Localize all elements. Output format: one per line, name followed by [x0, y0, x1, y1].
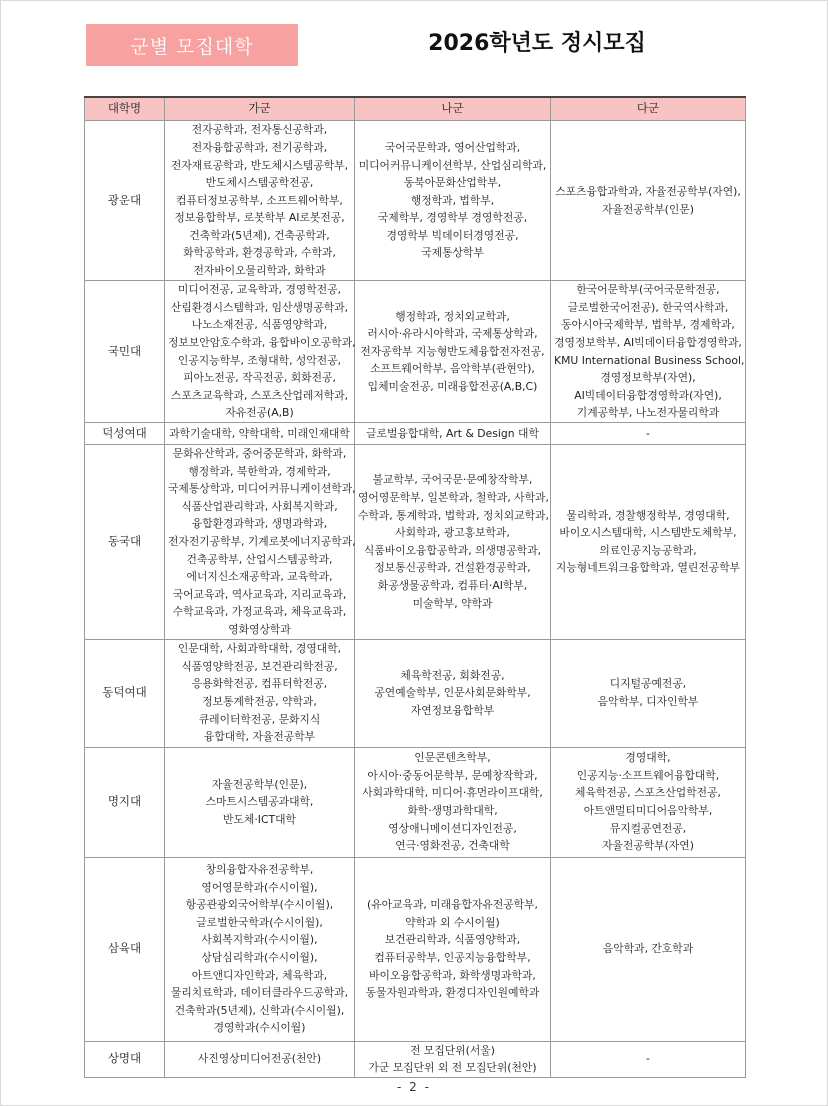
cell-da: [551, 445, 746, 640]
university-name: 광운대: [85, 121, 165, 281]
table-header-row: [85, 97, 746, 121]
university-name: 상명대: [85, 1041, 165, 1077]
cell-line: 자율전공학부(인문): [602, 202, 694, 216]
document-title: 2026학년도 정시모집: [428, 31, 646, 56]
cell-line: 영화영상학과: [228, 622, 291, 636]
cell-line: 미술학부, 약학과: [412, 596, 493, 610]
cell-line: 반도체시스템공학전공,: [205, 176, 314, 190]
cell-ga: [165, 857, 355, 1041]
cell-line: 화학·생명과학대학,: [407, 804, 498, 818]
cell-da: [551, 639, 746, 747]
cell-line: 국제학부, 경영학부 경영학전공,: [377, 211, 528, 225]
cell-line: 화공생물공학과, 컴퓨터·AI학부,: [377, 578, 528, 592]
cell-line: (유아교육과, 미래융합자유전공학부,: [367, 898, 538, 912]
cell-line: 아트앤디자인학과, 체육학과,: [191, 968, 328, 982]
cell-line: AI빅데이터융합경영학과(자연),: [574, 388, 722, 402]
cell-line: 응용화학전공, 컴퓨터학전공,: [191, 677, 328, 691]
cell-line: 국어국문학과, 영어산업학과,: [384, 140, 521, 154]
cell-line: 경영학부 빅데이터경영전공,: [386, 228, 519, 242]
cell-line: 융합대학, 자율전공학부: [203, 730, 316, 744]
cell-line: 인문콘텐츠학부,: [414, 751, 491, 765]
cell-line: 화학공학과, 환경공학과, 수학과,: [183, 246, 336, 260]
cell-line: KMU International Business School,: [554, 353, 745, 367]
cell-da: [551, 1041, 746, 1077]
cell-ga: [165, 281, 355, 423]
cell-line: 동아시아국제학부, 법학부, 경제학과,: [561, 318, 735, 332]
cell-line: 약학과 외 수시이월): [405, 915, 500, 929]
university-name: 국민대: [85, 281, 165, 423]
university-name: 덕성여대: [85, 423, 165, 445]
cell-line: 러시아·유라시아학과, 국제통상학과,: [367, 327, 538, 341]
cell-line: 불교학부, 국어국문·문예창작학부,: [372, 473, 533, 487]
cell-line: 전자전기공학부, 기계로봇에너지공학과,: [168, 534, 356, 548]
cell-line: 건축공학부, 산업시스템공학과,: [186, 552, 333, 566]
cell-line: 큐레이터학전공, 문화지식: [198, 712, 321, 726]
cell-line: 전자재료공학과, 반도체시스템공학부,: [170, 158, 349, 172]
cell-line: 식품산업관리학과, 사회복지학과,: [181, 499, 338, 513]
column-header-ga: 가군: [165, 97, 355, 121]
cell-ga: [165, 1041, 355, 1077]
table-row: [85, 857, 746, 1041]
table-row: [85, 639, 746, 747]
cell-na: [355, 281, 551, 423]
cell-line: 국제통상학부: [421, 246, 484, 260]
cell-line: 공연예술학부, 인문사회문화학부,: [374, 686, 531, 700]
cell-na: [355, 857, 551, 1041]
cell-line: 물리치료학과, 데이터클라우드공학과,: [170, 986, 349, 1000]
cell-line: 컴퓨터공학부, 인공지능융합학부,: [374, 951, 531, 965]
cell-line: 국어교육과, 역사교육과, 지리교육과,: [172, 587, 347, 601]
cell-line: 항공관광외국어학부(수시이월),: [185, 898, 334, 912]
cell-line: 보건관리학과, 식품영양학과,: [384, 933, 521, 947]
table-row: [85, 445, 746, 640]
cell-line: 의료인공지능공학과,: [599, 543, 697, 557]
cell-line: 사회학과, 광고홍보학과,: [395, 526, 510, 540]
cell-line: 입체미술전공, 미래융합전공(A,B,C): [367, 379, 538, 393]
cell-line: 정보보안암호수학과, 융합바이오공학과,: [168, 335, 356, 349]
cell-line: -: [646, 426, 650, 440]
cell-line: 자율전공학부(자연): [602, 839, 694, 853]
cell-line: 반도체·ICT대학: [223, 812, 296, 826]
cell-line: 행정학과, 법학부,: [410, 193, 495, 207]
cell-line: 건축학과(5년제), 신학과(수시이월),: [174, 1003, 345, 1017]
cell-line: 경영정보학부(자연),: [600, 371, 696, 385]
cell-da: [551, 423, 746, 445]
cell-line: 자유전공(A,B): [225, 406, 294, 420]
cell-line: 과학기술대학, 약학대학, 미래인재대학: [169, 426, 350, 440]
table-row: [85, 121, 746, 281]
cell-line: 연극·영화전공, 건축대학: [395, 839, 510, 853]
cell-line: 인문대학, 사회과학대학, 경영대학,: [177, 642, 342, 656]
cell-ga: [165, 121, 355, 281]
cell-line: 정보통계학전공, 약학과,: [202, 695, 317, 709]
university-name: 명지대: [85, 747, 165, 857]
cell-da: [551, 857, 746, 1041]
cell-line: 건축학과(5년제), 건축공학과,: [189, 228, 330, 242]
admission-table: [84, 96, 746, 1078]
cell-line: 아시아·중동어문학부, 문예창작학과,: [367, 768, 538, 782]
table-row: [85, 281, 746, 423]
cell-line: 사회복지학과(수시이월),: [201, 933, 318, 947]
cell-line: 뮤지컬공연전공,: [609, 821, 687, 835]
cell-na: [355, 639, 551, 747]
cell-line: 글로벌한국학과(수시이월),: [196, 915, 323, 929]
university-name: 삼육대: [85, 857, 165, 1041]
cell-line: 아트앤멀티미디어음악학부,: [583, 804, 713, 818]
cell-line: 행정학과, 정치외교학과,: [395, 309, 510, 323]
cell-line: 한국어문학부(국어국문학전공,: [576, 283, 720, 297]
cell-line: 체육학전공, 회화전공,: [400, 668, 505, 682]
section-badge: [86, 24, 298, 66]
cell-ga: [165, 445, 355, 640]
cell-line: 스포츠교육학과, 스포츠산업레저학과,: [170, 388, 349, 402]
cell-line: 가군 모집단위 외 전 모집단위(천안): [368, 1061, 537, 1075]
cell-na: [355, 1041, 551, 1077]
cell-line: 인공지능학부, 조형대학, 성악전공,: [177, 353, 342, 367]
cell-da: [551, 747, 746, 857]
cell-line: 디지털공예전공,: [609, 677, 687, 691]
cell-line: 글로벌한국어전공), 한국역사학과,: [567, 300, 729, 314]
cell-na: [355, 423, 551, 445]
cell-line: 경영학과(수시이월): [213, 1021, 306, 1035]
cell-da: [551, 281, 746, 423]
cell-line: 피아노전공, 작곡전공, 회화전공,: [183, 371, 336, 385]
university-name: 동국대: [85, 445, 165, 640]
cell-line: 수학과, 통계학과, 법학과, 정치외교학과,: [358, 508, 549, 522]
cell-line: 행정학과, 북한학과, 경제학과,: [188, 464, 331, 478]
cell-line: 바이오융합공학과, 화학생명과학과,: [369, 968, 536, 982]
cell-line: 사회과학대학, 미디어·휴먼라이프대학,: [362, 786, 543, 800]
cell-line: 식품바이오융합공학과, 의생명공학과,: [363, 543, 542, 557]
cell-na: [355, 121, 551, 281]
cell-line: 스포츠융합과학과, 자율전공학부(자연),: [555, 184, 741, 198]
cell-da: [551, 121, 746, 281]
cell-ga: [165, 423, 355, 445]
cell-line: 지능형네트워크융합학과, 열린전공학부: [555, 561, 741, 575]
cell-na: [355, 747, 551, 857]
cell-line: 나노소재전공, 식품영양학과,: [191, 318, 328, 332]
cell-line: 바이오시스템대학, 시스템반도체학부,: [559, 526, 737, 540]
column-header-na: 나군: [355, 97, 551, 121]
cell-line: 물리학과, 경찰행정학부, 경영대학,: [566, 508, 730, 522]
cell-line: 인공지능·소프트웨어융합대학,: [576, 768, 720, 782]
cell-line: 상담심리학과(수시이월),: [201, 951, 318, 965]
cell-line: 동북아문화산업학부,: [403, 176, 502, 190]
table-body: [85, 121, 746, 1078]
cell-line: 정보융합학부, 로봇학부 AI로봇전공,: [174, 211, 345, 225]
cell-ga: [165, 747, 355, 857]
cell-line: 전자바이오물리학과, 화학과: [193, 264, 326, 278]
cell-line: 문화유산학과, 중어중문학과, 화학과,: [172, 447, 347, 460]
cell-line: 스마트시스템공과대학,: [205, 795, 314, 809]
cell-ga: [165, 639, 355, 747]
cell-line: 전자융합공학과, 전기공학과,: [191, 140, 328, 154]
cell-line: 자율전공학부(인문),: [211, 777, 308, 791]
cell-na: [355, 445, 551, 640]
cell-line: 동물자원과학과, 환경디자인원예학과: [365, 986, 540, 1000]
cell-line: 에너지신소재공학과, 교육학과,: [186, 570, 333, 584]
cell-line: 컴퓨터정보공학부, 소프트웨어학부,: [176, 193, 343, 207]
cell-line: 식품영양학전공, 보건관리학전공,: [181, 659, 338, 673]
cell-line: 영상애니메이션디자인전공,: [388, 821, 517, 835]
cell-line: 미디어전공, 교육학과, 경영학전공,: [177, 283, 342, 297]
cell-line: 체육학전공, 스포츠산업학전공,: [575, 786, 721, 800]
cell-line: 음악학과, 간호학과: [602, 942, 694, 956]
column-header-university: 대학명: [85, 97, 165, 121]
page-number: - 2 -: [397, 1080, 431, 1094]
cell-line: 기계공학부, 나노전자물리학과: [576, 406, 720, 420]
cell-line: 소프트웨어학부, 음악학부(관현악),: [370, 362, 535, 376]
table-row: [85, 423, 746, 445]
university-name: 동덕여대: [85, 639, 165, 747]
cell-line: 음악학부, 디자인학부: [597, 695, 699, 709]
cell-line: 융합환경과학과, 생명과학과,: [191, 517, 328, 531]
cell-line: 전자공학과, 전자통신공학과,: [191, 123, 328, 137]
cell-line: 전 모집단위(서울): [410, 1043, 495, 1057]
table-row: [85, 747, 746, 857]
cell-line: 미디어커뮤니케이션학부, 산업심리학과,: [358, 158, 547, 172]
cell-line: 정보통신공학과, 건설환경공학과,: [374, 561, 531, 575]
section-badge-label: 군별 모집대학: [130, 35, 254, 58]
cell-line: 산림환경시스템학과, 임산생명공학과,: [170, 300, 349, 314]
column-header-da: 다군: [551, 97, 746, 121]
table-row: [85, 1041, 746, 1077]
cell-line: 자연정보융합학부: [410, 703, 495, 717]
cell-line: 영어영문학부, 일본학과, 철학과, 사학과,: [358, 490, 549, 504]
cell-line: 글로벌융합대학, Art & Design 대학: [366, 426, 539, 440]
cell-line: 영어영문학과(수시이월),: [201, 880, 318, 894]
cell-line: 국제통상학과, 미디어커뮤니케이션학과,: [168, 482, 356, 496]
cell-line: 사진영상미디어전공(천안): [197, 1052, 322, 1066]
cell-line: -: [646, 1052, 650, 1066]
cell-line: 수학교육과, 가정교육과, 체육교육과,: [172, 605, 347, 619]
cell-line: 경영정보학부, AI빅데이터융합경영학과,: [554, 335, 742, 349]
cell-line: 전자공학부 지능형반도체융합전자전공,: [360, 344, 545, 358]
cell-line: 경영대학,: [625, 751, 671, 765]
cell-line: 창의융합자유전공학부,: [205, 863, 314, 877]
